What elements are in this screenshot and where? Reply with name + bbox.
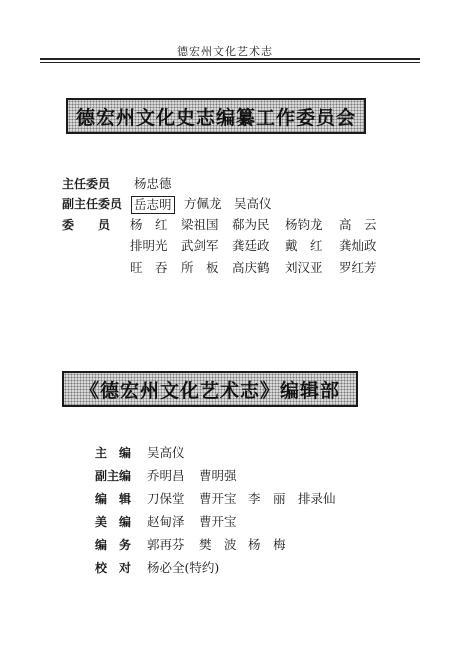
- member-name: 排明光: [130, 238, 168, 253]
- member-name: 梁祖国: [181, 217, 219, 232]
- member-name: 高庆鹤: [232, 260, 270, 275]
- member-name: 旺 吞: [130, 260, 168, 275]
- member-name: 所 板: [181, 260, 219, 275]
- editorial-name: 赵甸泽: [147, 514, 185, 529]
- member-name: 杨 红: [130, 217, 168, 232]
- editorial-name: 曹明强: [199, 468, 237, 483]
- member-name: 杨钧龙: [285, 217, 323, 232]
- member-name: 戴 红: [285, 238, 323, 253]
- member-name: 武剑军: [181, 238, 219, 253]
- editorial-name: 曹开宝: [199, 514, 237, 529]
- member-name: 龚廷政: [232, 238, 270, 253]
- editorial-role-label: 美 编: [95, 515, 132, 529]
- editorial-role-label: 编 务: [95, 538, 132, 552]
- running-header: 德宏州文化艺术志: [177, 45, 273, 58]
- editorial-name: 李 丽: [248, 491, 286, 506]
- editorial-role-label: 校 对: [95, 561, 132, 575]
- header-rule-thick: [40, 58, 420, 60]
- editorial-name: 排录仙: [298, 491, 336, 506]
- member-name: 龚灿政: [339, 238, 377, 253]
- member-name: 郗为民: [232, 217, 270, 232]
- editorial-name: 杨 梅: [248, 537, 286, 552]
- editorial-name: 吴高仪: [147, 445, 185, 460]
- editorial-name: 樊 波: [199, 537, 237, 552]
- editorial-name: 杨必全(特约): [147, 560, 220, 575]
- member-name: 刘汉亚: [285, 260, 323, 275]
- header-rule-thin: [40, 62, 420, 63]
- editorial-banner: 《德宏州文化艺术志》编辑部: [62, 371, 358, 407]
- editorial-name: 乔明昌: [147, 468, 185, 483]
- editorial-name: 曹开宝: [199, 491, 237, 506]
- editorial-name: 郭再芬: [147, 537, 185, 552]
- editorial-role-label: 副主编: [95, 469, 132, 483]
- vice-director-label: 副主任委员: [62, 197, 123, 211]
- editorial-name: 刀保堂: [147, 491, 185, 506]
- vice-director-name: 吴高仪: [234, 196, 272, 211]
- director-name: 杨忠德: [134, 176, 172, 191]
- vice-director-name: 方佩龙: [184, 196, 222, 211]
- director-label: 主任委员: [62, 177, 111, 191]
- vice-director-name: 岳志明: [131, 196, 175, 214]
- members-label: 委 员: [62, 218, 111, 232]
- member-name: 高 云: [339, 217, 377, 232]
- editorial-role-label: 主 编: [95, 446, 132, 460]
- editorial-role-label: 编 辑: [95, 492, 132, 506]
- committee-banner: 德宏州文化史志编纂工作委员会: [66, 98, 366, 134]
- member-name: 罗红芳: [339, 260, 377, 275]
